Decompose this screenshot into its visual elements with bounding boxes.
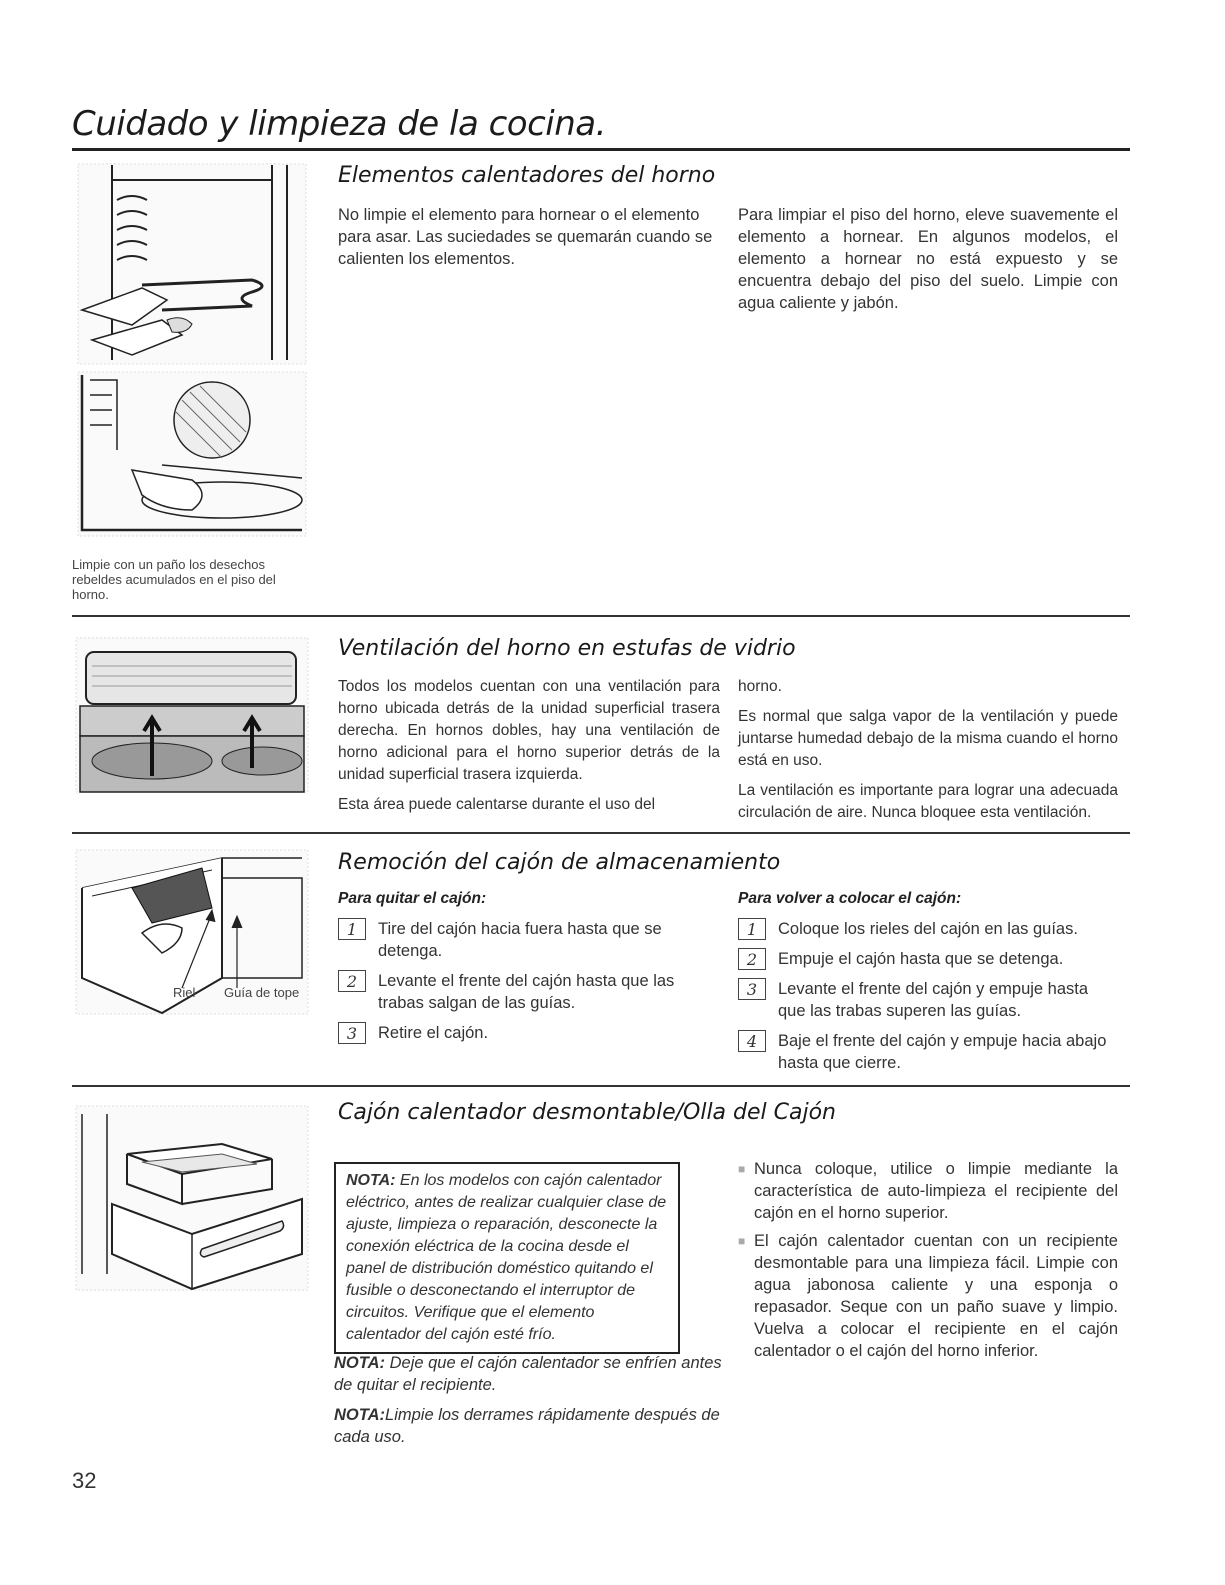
remove-step	[338, 918, 698, 962]
section-divider-1	[72, 615, 1130, 617]
replace-drawer-steps	[738, 888, 1118, 1082]
bullet-icon: ■	[738, 1162, 746, 1176]
vent-paragraph-4: Es normal que salga vapor de la ventilación y puede juntarse humedad debajo de la misma cuando el horno está en uso.	[738, 708, 1118, 769]
remove-step	[338, 970, 698, 1014]
step-number: 2	[338, 970, 366, 992]
step-text: Levante el frente del cajón y empuje hasta que las trabas superen las guías.	[778, 980, 1089, 1020]
warmer-drawer-illustration	[72, 1104, 312, 1294]
remove-step	[338, 1022, 698, 1044]
heating-text-col2	[738, 204, 1118, 322]
section-divider-3	[72, 1085, 1130, 1087]
replace-step	[738, 948, 1118, 970]
step-number: 3	[338, 1022, 366, 1044]
vent-text-col1	[338, 676, 720, 824]
note-spills	[334, 1404, 724, 1448]
heating-paragraph-1: No limpie el elemento para hornear o el elemento para asar. Las suciedades se quemarán cuando se calienten los elementos.	[338, 206, 713, 268]
warmer-bullets	[738, 1158, 1118, 1368]
heating-paragraph-2: Para limpiar el piso del horno, eleve suavemente el elemento a hornear. En algunos modelos, el elemento a hornear no está expuesto y se encuentra debajo del piso del suelo. Limpie con agua caliente y jabón.	[738, 206, 1118, 312]
bullet-icon: ■	[738, 1234, 746, 1248]
section-heading-warmer: Cajón calentador desmontable/Olla del Cajón	[338, 1100, 836, 1125]
page-title: Cuidado y limpieza de la cocina.	[72, 104, 606, 144]
remove-drawer-title: Para quitar el cajón:	[338, 890, 487, 907]
vent-paragraph-3: horno.	[738, 678, 782, 695]
note-cooling	[334, 1352, 724, 1396]
list-item-text: El cajón calentador cuentan con un recipiente desmontable para una limpieza fácil. Limpie con agua jabonosa caliente y una esponja o repasador. Seque con un paño suave y limpio. Vuelva a colocar el recipiente en el cajón calentador o el cajón del horno inferior.	[754, 1232, 1118, 1360]
section-divider-2	[72, 832, 1130, 834]
replace-step	[738, 918, 1118, 940]
vent-paragraph-2: Esta área puede calentarse durante el uso del	[338, 796, 656, 813]
replace-step	[738, 1030, 1118, 1074]
title-rule	[72, 148, 1130, 151]
step-text: Retire el cajón.	[378, 1024, 489, 1042]
replace-step	[738, 978, 1118, 1022]
page-number: 32	[72, 1468, 97, 1493]
section-heading-vent: Ventilación del horno en estufas de vidrio	[338, 636, 796, 661]
vent-paragraph-1: Todos los modelos cuentan con una ventilación para horno ubicada detrás de la unidad superficial trasera derecha. En hornos dobles, hay una ventilación de horno adicional para el horno superior detrás de la unidad superficial trasera izquierda.	[338, 678, 720, 783]
note-text: Deje que el cajón calentador se enfríen antes de quitar el recipiente.	[334, 1354, 722, 1394]
cooktop-vent-illustration	[72, 636, 312, 796]
step-text: Tire del cajón hacia fuera hasta que se detenga.	[378, 920, 662, 960]
note-label: NOTA:	[334, 1406, 386, 1424]
step-text: Empuje el cajón hasta que se detenga.	[778, 950, 1064, 968]
oven-rack-illustration	[72, 160, 312, 370]
remove-drawer-steps	[338, 888, 698, 1052]
electrical-note-box	[334, 1162, 680, 1354]
note-label: NOTA:	[334, 1354, 386, 1372]
list-item	[738, 1230, 1118, 1362]
vent-text-col2	[738, 676, 1118, 832]
section-heading-drawer: Remoción del cajón de almacenamiento	[338, 850, 781, 875]
replace-drawer-title: Para volver a colocar el cajón:	[738, 890, 962, 907]
step-number: 4	[738, 1030, 766, 1052]
step-number: 2	[738, 948, 766, 970]
step-number: 1	[338, 918, 366, 940]
warmer-notes	[334, 1352, 724, 1456]
note-text: En los modelos con cajón calentador eléctrico, antes de realizar cualquier clase de ajuste, limpieza o reparación, desconecte la conexión eléctrica de la cocina desde el panel de distribución doméstico quitando el fusible o desconectando el interruptor de circuitos. Verifique que el elemento calentador del cajón esté frío.	[346, 1172, 667, 1343]
list-item-text: Nunca coloque, utilice o limpie mediante la característica de auto-limpieza el recipiente del cajón en el horno superior.	[754, 1160, 1118, 1222]
vent-paragraph-5: La ventilación es importante para lograr una adecuada circulación de aire. Nunca bloquee esta ventilación.	[738, 782, 1118, 821]
list-item	[738, 1158, 1118, 1224]
oven-floor-caption: Limpie con un paño los desechos rebeldes acumulados en el piso del horno.	[72, 557, 276, 602]
step-text: Baje el frente del cajón y empuje hacia abajo hasta que cierre.	[778, 1032, 1107, 1072]
oven-floor-illustration	[72, 370, 312, 540]
step-text: Levante el frente del cajón hasta que las trabas salgan de las guías.	[378, 972, 675, 1012]
step-text: Coloque los rieles del cajón en las guías.	[778, 920, 1078, 938]
step-number: 1	[738, 918, 766, 940]
heating-text-col1	[338, 204, 720, 278]
note-text: Limpie los derrames rápidamente después de cada uso.	[334, 1406, 720, 1446]
stop-guide-label: Guía de tope	[224, 985, 300, 1000]
step-number: 3	[738, 978, 766, 1000]
section-heading-heating: Elementos calentadores del horno	[338, 163, 716, 188]
note-label: NOTA:	[346, 1172, 396, 1189]
rail-label: Riel	[173, 985, 196, 1000]
